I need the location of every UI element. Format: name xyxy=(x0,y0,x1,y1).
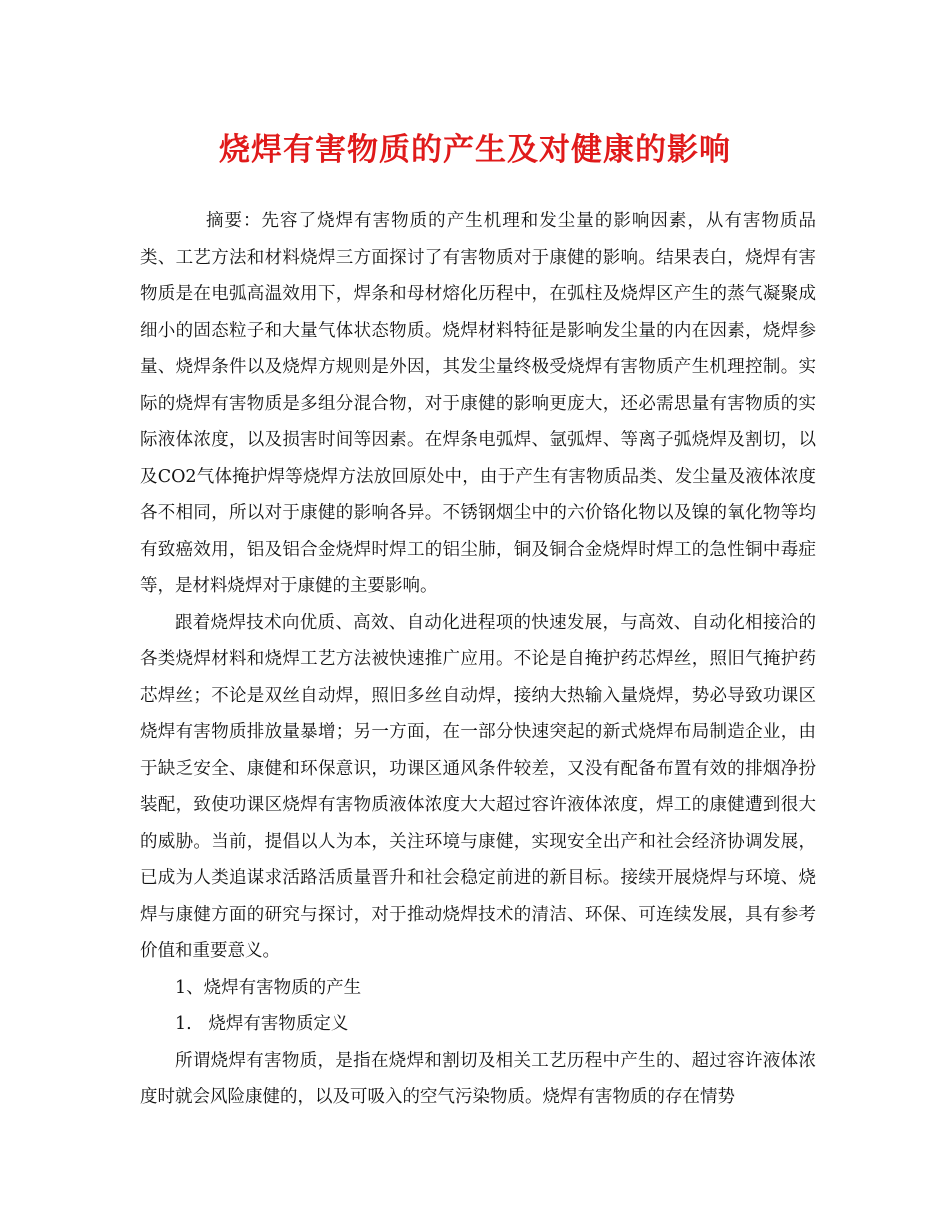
document-body xyxy=(140,203,816,1116)
section-heading: 1、烧焊有害物质的产生 xyxy=(175,977,362,998)
introduction-paragraph: 跟着烧焊技术向优质、高效、自动化进程项的快速发展，与高效、自动化相接洽的各类烧焊材料和烧焊工艺方法被快速推广应用。不论是自掩护药芯焊丝，照旧气掩护药芯焊丝；不论是双丝自动焊，照旧多丝自动焊，接纳大热输入量烧焊，势必导致功课区烧焊有害物质排放量暴增；另一方面，在一部分快速突起的新式烧焊布局制造企业，由于缺乏安全、康健和环保意识，功课区通风条件较差，又没有配备布置有效的排烟净扮装配，致使功课区烧焊有害物质液体浓度大大超过容许液体浓度，焊工的康健遭到很大的威胁。当前，提倡以人为本，关注环境与康健，实现安全出产和社会经济协调发展，已成为人类追谋求活路活质量晋升和社会稳定前进的新目标。接续开展烧焊与环境、烧焊与康健方面的研究与探讨，对于推动烧焊技术的清洁、环保、可连续发展，具有参考价值和重要意义。 xyxy=(140,612,816,961)
subsection-heading: 1. 烧焊有害物质定义 xyxy=(175,1014,349,1034)
abstract-paragraph: 摘要：先容了烧焊有害物质的产生机理和发尘量的影响因素，从有害物质品类、工艺方法和材料烧焊三方面探讨了有害物质对于康健的影响。结果表白，烧焊有害物质是在电弧高温效用下，焊条和母材熔化历程中，在弧柱及烧焊区产生的蒸气凝聚成细小的固态粒子和大量气体状态物质。烧焊材料特征是影响发尘量的内在因素，烧焊参量、烧焊条件以及烧焊方规则是外因，其发尘量终极受烧焊有害物质产生机理控制。实际的烧焊有害物质是多组分混合物，对于康健的影响更庞大，还必需思量有害物质的实际液体浓度，以及损害时间等因素。在焊条电弧焊、氩弧焊、等离子弧烧焊及割切，以及CO2气体掩护焊等烧焊方法放回原处中，由于产生有害物质品类、发尘量及液体浓度各不相同，所以对于康健的影响各异。不锈钢烟尘中的六价铬化物以及镍的氧化物等均有致癌效用，铝及铝合金烧焊时焊工的铝尘肺，铜及铜合金烧焊时焊工的急性铜中毒症等，是材料烧焊对于康健的主要影响。 xyxy=(140,211,816,596)
definition-paragraph: 所谓烧焊有害物质，是指在烧焊和割切及相关工艺历程中产生的、超过容许液体浓度时就会风险康健的，以及可吸入的空气污染物质。烧焊有害物质的存在情势 xyxy=(140,1050,816,1107)
document-title: 烧焊有害物质的产生及对健康的影响 xyxy=(219,132,731,168)
